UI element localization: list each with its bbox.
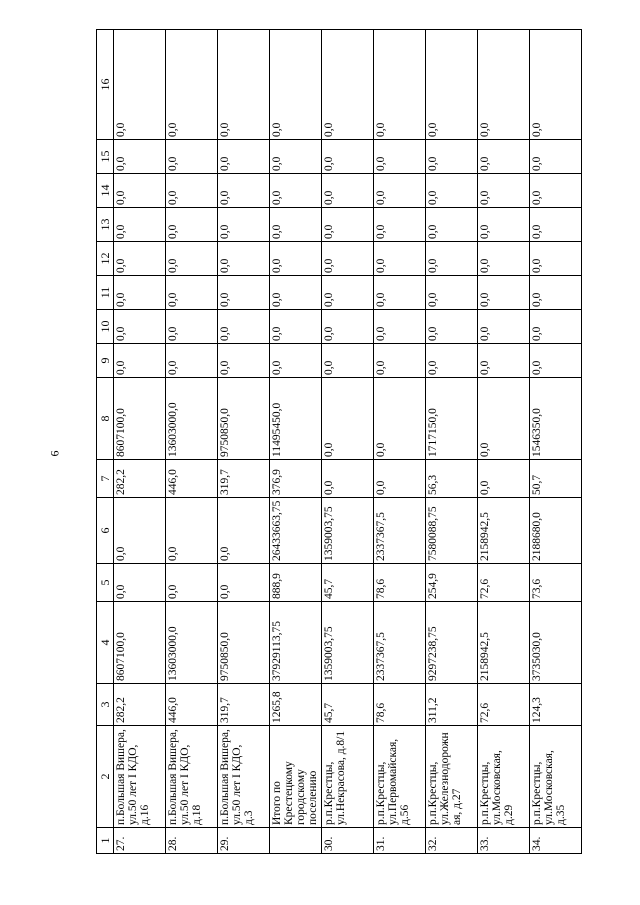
address-cell: р.п.Крестцы, ул.Первомайская, д.56 [374,726,426,828]
table-cell: 26433663,75 [269,498,321,564]
table-cell: 0,0 [165,276,217,310]
table-row [165,30,217,854]
table-cell: 0,0 [426,242,478,276]
table-cell: 0,0 [114,208,166,242]
table-row [478,30,530,854]
column-header: 8 [97,378,114,460]
table-cell: 0,0 [478,276,530,310]
table-cell: 32. [426,828,478,854]
table-cell: 0,0 [322,208,374,242]
table-cell: 0,0 [426,30,478,140]
table-cell: 0,0 [322,276,374,310]
table-cell: 0,0 [165,242,217,276]
table-cell: 78,6 [374,564,426,602]
table-cell: 0,0 [478,140,530,174]
table-cell: 0,0 [478,208,530,242]
table-cell: 124,3 [530,684,582,726]
table-cell: 0,0 [165,30,217,140]
table-cell: 0,0 [165,140,217,174]
table-row [426,30,478,854]
table-cell: 0,0 [478,378,530,460]
column-header: 12 [97,242,114,276]
header-row [97,30,114,854]
table-cell: 0,0 [530,344,582,378]
table-cell: 0,0 [322,378,374,460]
column-header: 7 [97,460,114,498]
table-cell: 0,0 [114,564,166,602]
table-cell: 0,0 [165,344,217,378]
table-row [114,30,166,854]
table-cell: 446,0 [165,684,217,726]
table-cell: 0,0 [374,310,426,344]
column-header: 9 [97,344,114,378]
table-cell: 37929113,75 [269,602,321,684]
table-cell: 0,0 [530,242,582,276]
table-cell: 0,0 [217,276,269,310]
table-cell: 0,0 [217,140,269,174]
table-cell: 0,0 [374,378,426,460]
table-row [374,30,426,854]
table-cell: 0,0 [322,140,374,174]
table-cell: 0,0 [478,460,530,498]
table-cell: 50,7 [530,460,582,498]
column-header: 2 [97,726,114,828]
table-cell: 0,0 [374,344,426,378]
table-cell: 34. [530,828,582,854]
table-row [322,30,374,854]
table-cell: 9750850,0 [217,602,269,684]
table-cell: 0,0 [114,276,166,310]
table-cell: 28. [165,828,217,854]
table-cell: 0,0 [114,498,166,564]
table-cell: 0,0 [374,242,426,276]
table-cell: 0,0 [217,30,269,140]
table-cell: 0,0 [530,208,582,242]
table-cell: 8607100,0 [114,378,166,460]
table-cell: 0,0 [374,140,426,174]
table-cell: 9297238,75 [426,602,478,684]
table-cell: 0,0 [426,344,478,378]
table-cell: 0,0 [426,276,478,310]
table-cell: 376,9 [269,460,321,498]
table-row [269,30,321,854]
table-cell: 30. [322,828,374,854]
table-cell: 0,0 [217,344,269,378]
table-cell: 0,0 [114,140,166,174]
table-cell: 0,0 [478,174,530,208]
table-cell: 2188680,0 [530,498,582,564]
column-header: 4 [97,602,114,684]
table-cell: 0,0 [165,498,217,564]
address-cell: п.Большая Вишера, ул.50 лет I КДО, д.3 [217,726,269,828]
table-cell: 446,0 [165,460,217,498]
rotated-table-container [96,70,582,854]
table-cell: 254,9 [426,564,478,602]
table-cell: 0,0 [165,208,217,242]
table-cell: 27. [114,828,166,854]
table-cell: 0,0 [374,208,426,242]
table-cell: 2158942,5 [478,498,530,564]
table-cell: 72,6 [478,684,530,726]
table-cell: 8607100,0 [114,602,166,684]
column-header: 14 [97,174,114,208]
table-cell: 31. [374,828,426,854]
table-cell: 0,0 [530,30,582,140]
table-cell: 0,0 [322,242,374,276]
table-cell: 0,0 [426,140,478,174]
table-cell: 0,0 [269,140,321,174]
table-body [114,30,582,854]
table-cell: 0,0 [322,30,374,140]
data-table [96,29,582,854]
table-cell: 0,0 [217,310,269,344]
table-cell: 0,0 [478,344,530,378]
table-cell: 13603000,0 [165,602,217,684]
table-cell: 78,6 [374,684,426,726]
table-cell: 0,0 [165,564,217,602]
table-cell: 0,0 [269,174,321,208]
column-header: 10 [97,310,114,344]
address-cell: Итого по Крестецкому городскому поселению [269,726,321,828]
table-cell: 1546350,0 [530,378,582,460]
column-header: 11 [97,276,114,310]
table-cell: 56,3 [426,460,478,498]
address-cell: п.Большая Вишера, ул.50 лет I КДО, д.16 [114,726,166,828]
table-cell: 2337367,5 [374,498,426,564]
table-cell: 0,0 [165,174,217,208]
table-cell: 0,0 [269,344,321,378]
table-row [530,30,582,854]
table-cell: 0,0 [114,310,166,344]
table-cell: 0,0 [374,30,426,140]
table-cell: 0,0 [478,30,530,140]
table-cell: 0,0 [426,208,478,242]
table-cell: 0,0 [269,310,321,344]
address-cell: р.п.Крестцы, ул.Некрасова, д.8/1 [322,726,374,828]
table-cell: 0,0 [478,310,530,344]
table-cell: 7580088,75 [426,498,478,564]
table-cell: 0,0 [530,276,582,310]
table-cell: 0,0 [530,140,582,174]
table-cell: 0,0 [374,174,426,208]
column-header: 1 [97,828,114,854]
column-header: 5 [97,564,114,602]
table-cell: 0,0 [530,310,582,344]
table-cell: 0,0 [322,460,374,498]
table-cell: 0,0 [217,174,269,208]
table-cell: 311,2 [426,684,478,726]
table-cell: 0,0 [217,564,269,602]
column-header: 16 [97,30,114,140]
address-cell: р.п.Крестцы, ул.Железнодорожная, д.27 [426,726,478,828]
table-cell: 1359003,75 [322,498,374,564]
table-cell: 13603000,0 [165,378,217,460]
table-cell: 3735030,0 [530,602,582,684]
table-cell: 319,7 [217,684,269,726]
table-cell: 0,0 [374,460,426,498]
table-cell: 319,7 [217,460,269,498]
page-number: 6 [47,450,62,457]
table-cell: 1265,8 [269,684,321,726]
table-cell: 45,7 [322,684,374,726]
table-cell: 0,0 [114,174,166,208]
table-cell: 0,0 [114,242,166,276]
address-cell: р.п.Крестцы, ул.Московская, д.35 [530,726,582,828]
column-header: 15 [97,140,114,174]
table-cell: 0,0 [217,208,269,242]
table-cell [269,828,321,854]
table-cell: 0,0 [269,208,321,242]
table-cell: 0,0 [217,242,269,276]
table-cell: 45,7 [322,564,374,602]
table-cell: 9750850,0 [217,378,269,460]
table-cell: 282,2 [114,684,166,726]
table-cell: 0,0 [269,276,321,310]
column-header: 6 [97,498,114,564]
table-cell: 0,0 [530,174,582,208]
table-cell: 0,0 [269,242,321,276]
table-cell: 72,6 [478,564,530,602]
column-header: 13 [97,208,114,242]
column-header: 3 [97,684,114,726]
table-cell: 0,0 [374,276,426,310]
table-cell: 73,6 [530,564,582,602]
address-cell: р.п.Крестцы, ул.Московская, д.29 [478,726,530,828]
address-cell: п.Большая Вишера, ул.50 лет I КДО, д.18 [165,726,217,828]
table-cell: 0,0 [478,242,530,276]
table-cell: 0,0 [426,174,478,208]
table-cell: 282,2 [114,460,166,498]
table-cell: 0,0 [217,498,269,564]
table-cell: 1717150,0 [426,378,478,460]
table-cell: 0,0 [114,344,166,378]
table-cell: 2337367,5 [374,602,426,684]
table-cell: 0,0 [322,344,374,378]
table-cell: 11495450,0 [269,378,321,460]
table-cell: 0,0 [322,174,374,208]
table-cell: 0,0 [269,30,321,140]
table-row [217,30,269,854]
table-cell: 0,0 [165,310,217,344]
table-cell: 888,9 [269,564,321,602]
table-cell: 2158942,5 [478,602,530,684]
table-cell: 29. [217,828,269,854]
table-cell: 0,0 [114,30,166,140]
table-cell: 1359003,75 [322,602,374,684]
table-cell: 33. [478,828,530,854]
table-cell: 0,0 [426,310,478,344]
table-cell: 0,0 [322,310,374,344]
